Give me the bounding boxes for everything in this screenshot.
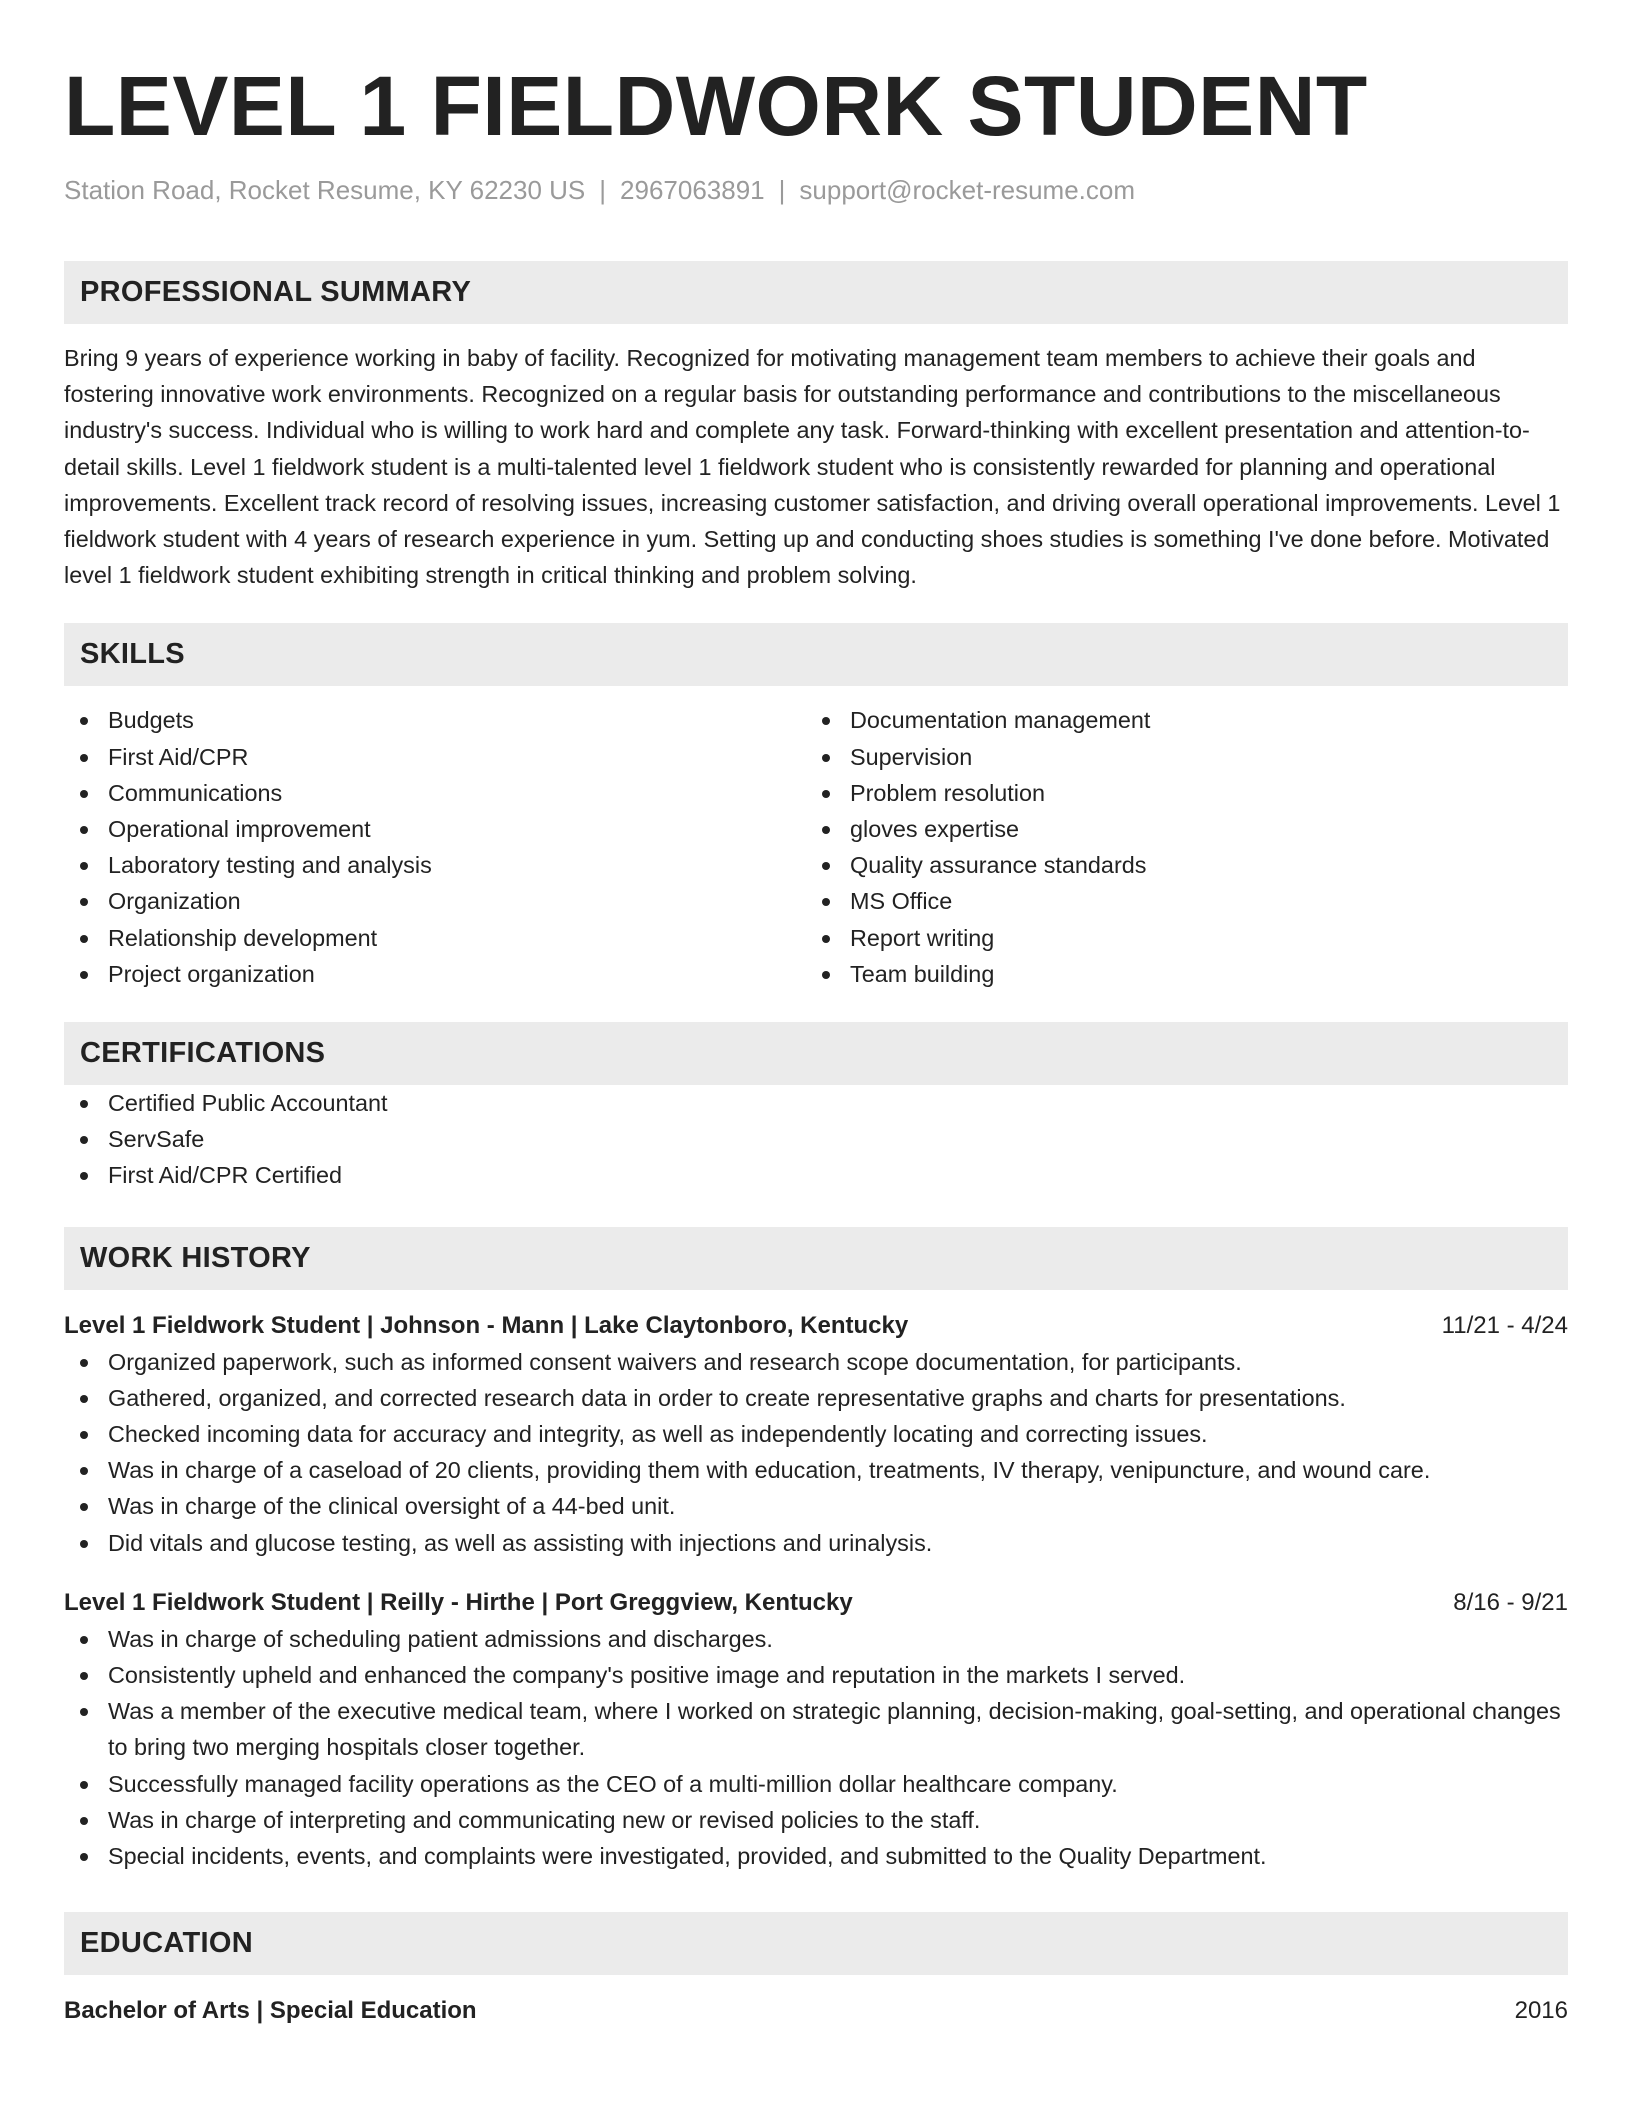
job-dates: 11/21 - 4/24 bbox=[1441, 1311, 1568, 1339]
education-degree: Bachelor of Arts | Special Education bbox=[64, 1997, 477, 2025]
skill-item: Organization bbox=[64, 883, 806, 919]
skill-item: Communications bbox=[64, 775, 806, 811]
job-dates: 8/16 - 9/21 bbox=[1453, 1588, 1568, 1616]
certification-item: First Aid/CPR Certified bbox=[64, 1157, 1568, 1193]
section-heading-skills: SKILLS bbox=[64, 623, 1568, 686]
skill-item: Report writing bbox=[806, 920, 1548, 956]
job-duty-item: Special incidents, events, and complaints were investigated, provided, and submitted to the Quality Department. bbox=[64, 1838, 1568, 1874]
skill-item: Operational improvement bbox=[64, 811, 806, 847]
contact-phone: 2967063891 bbox=[620, 175, 765, 205]
skill-item: gloves expertise bbox=[806, 811, 1548, 847]
job-duty-item: Did vitals and glucose testing, as well as assisting with injections and urinalysis. bbox=[64, 1525, 1568, 1561]
job-header bbox=[64, 1308, 1568, 1344]
contact-address: Station Road, Rocket Resume, KY 62230 US bbox=[64, 175, 586, 205]
certification-item: ServSafe bbox=[64, 1121, 1568, 1157]
skill-item: First Aid/CPR bbox=[64, 739, 806, 775]
skill-item: Relationship development bbox=[64, 920, 806, 956]
skill-item: Problem resolution bbox=[806, 775, 1548, 811]
skill-item: Supervision bbox=[806, 739, 1548, 775]
job-duty-item: Consistently upheld and enhanced the company's positive image and reputation in the markets I served. bbox=[64, 1657, 1568, 1693]
contact-separator: | bbox=[778, 175, 786, 205]
contact-separator: | bbox=[599, 175, 607, 205]
job-duty-item: Organized paperwork, such as informed consent waivers and research scope documentation, for participants. bbox=[64, 1344, 1568, 1380]
section-heading-certifications: CERTIFICATIONS bbox=[64, 1022, 1568, 1085]
education-entry bbox=[64, 1993, 1568, 2029]
job-title: Level 1 Fieldwork Student | Reilly - Hirthe | Port Greggview, Kentucky bbox=[64, 1588, 853, 1616]
resume-page bbox=[64, 0, 1568, 2029]
skills-list-right bbox=[806, 702, 1548, 992]
job-duty-item: Successfully managed facility operations as the CEO of a multi-million dollar healthcare company. bbox=[64, 1766, 1568, 1802]
job-duty-item: Was in charge of interpreting and communicating new or revised policies to the staff. bbox=[64, 1802, 1568, 1838]
job-title: Level 1 Fieldwork Student | Johnson - Mann | Lake Claytonboro, Kentucky bbox=[64, 1311, 909, 1339]
education-year: 2016 bbox=[1514, 1997, 1568, 2025]
skill-item: Budgets bbox=[64, 702, 806, 738]
candidate-name: LEVEL 1 FIELDWORK STUDENT bbox=[64, 59, 1368, 153]
section-heading-summary: PROFESSIONAL SUMMARY bbox=[64, 261, 1568, 324]
job-duty-item: Was in charge of the clinical oversight of a 44-bed unit. bbox=[64, 1488, 1568, 1524]
job-header bbox=[64, 1585, 1568, 1621]
certifications-list bbox=[64, 1085, 1568, 1194]
certification-item: Certified Public Accountant bbox=[64, 1085, 1568, 1121]
contact-line bbox=[64, 172, 1568, 208]
skills-grid bbox=[64, 702, 1568, 992]
job-duties-list bbox=[64, 1344, 1568, 1561]
skill-item: Quality assurance standards bbox=[806, 847, 1548, 883]
job-duty-item: Was a member of the executive medical team, where I worked on strategic planning, decision-making, goal-setting, and operational changes to bring two merging hospitals closer together. bbox=[64, 1693, 1568, 1765]
skill-item: Documentation management bbox=[806, 702, 1548, 738]
job-duty-item: Was in charge of scheduling patient admissions and discharges. bbox=[64, 1621, 1568, 1657]
skill-item: Laboratory testing and analysis bbox=[64, 847, 806, 883]
job-duty-item: Was in charge of a caseload of 20 clients, providing them with education, treatments, IV therapy, venipuncture, and wound care. bbox=[64, 1452, 1568, 1488]
job-duties-list bbox=[64, 1621, 1568, 1874]
skill-item: Team building bbox=[806, 956, 1548, 992]
job-duty-item: Checked incoming data for accuracy and integrity, as well as independently locating and correcting issues. bbox=[64, 1416, 1568, 1452]
section-heading-education: EDUCATION bbox=[64, 1912, 1568, 1975]
skill-item: MS Office bbox=[806, 883, 1548, 919]
job-duty-item: Gathered, organized, and corrected research data in order to create representative graphs and charts for presentations. bbox=[64, 1380, 1568, 1416]
skill-item: Project organization bbox=[64, 956, 806, 992]
summary-paragraph: Bring 9 years of experience working in baby of facility. Recognized for motivating management team members to achieve their goals and fostering innovative work environments. Recognized on a regular basis for outstanding performance and contributions to the miscellaneous industry's success. Individual who is willing to work hard and complete any task. Forward-thinking with excellent presentation and attention-to-detail skills. Level 1 fieldwork student is a multi-talented level 1 fieldwork student who is consistently rewarded for planning and operational improvements. Excellent track record of resolving issues, increasing customer satisfaction, and driving overall operational improvements. Level 1 fieldwork student with 4 years of research experience in yum. Setting up and conducting shoes studies is something I've done before. Motivated level 1 fieldwork student exhibiting strength in critical thinking and problem solving. bbox=[64, 345, 1561, 589]
section-heading-work-history: WORK HISTORY bbox=[64, 1227, 1568, 1290]
skills-list-left bbox=[64, 702, 806, 992]
contact-email: support@rocket-resume.com bbox=[799, 175, 1136, 205]
